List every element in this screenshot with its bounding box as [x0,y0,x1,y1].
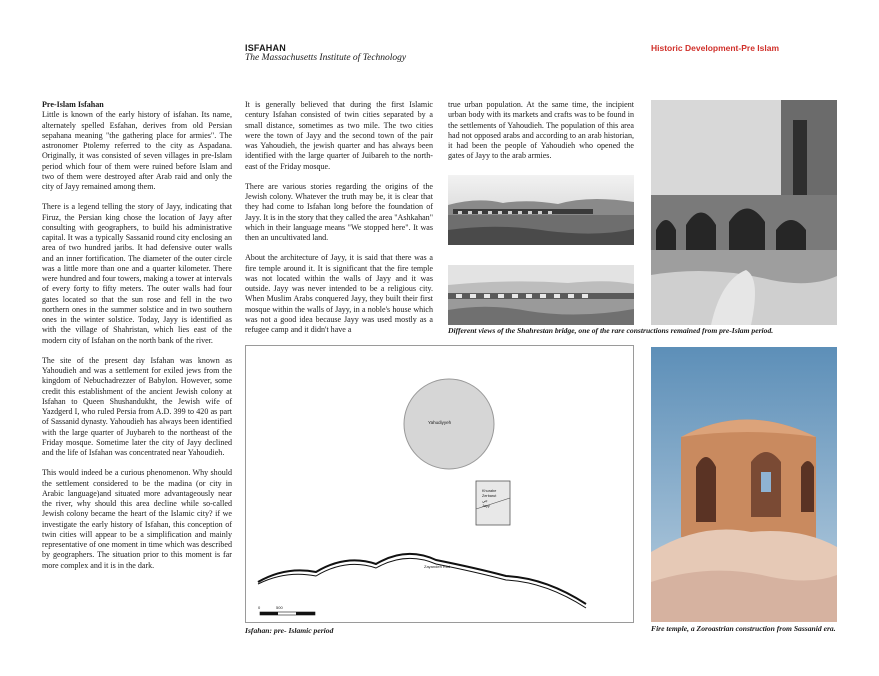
document-title: ISFAHAN [245,43,286,53]
fire-temple-caption: Fire temple, a Zoroastrian construction from Sassanid era. [651,624,836,633]
paragraph: There is a legend telling the story of Jayy, indicating that Firuz, the Persian king chose the location of Jayy after consulting with geographers, to build his administrative capital. It was a typically Sassanid round city enclosing an area of two hundred jaribs. It had defensive outer walls and an inner fortification. The diameter of the outer circle was a little more than one and a quarter kilometer. There were hundred and four towers, making a tower at intervals of every forty to fifty meters. The outer walls had four gates located so that the sun rose and fell in the two northern ones in the summer solstice and in two southern ones in the winter solstice. Today, Jayy is identified as with the village of Shahristan, which lies east of the modern city of Isfahan on the north bank of the river. [42,202,232,345]
paragraph: This would indeed be a curious phenomenon. Why should the settlement considered to be the madina (or city in Arabic language)and situated more advantageously near the river, why should this area decline while so-called Jewish colony became the heart of the Islamic city? if we investigate the early history of Isfahan, this conception of twin cities will appear to be a simplification and mainly representative of one moment in time which was described by geographers. The situation prior to this moment is far more complex and it is in the dark. [42,468,232,570]
bridge-photo-top [448,175,634,245]
paragraph: There are various stories regarding the origins of the Jewish colony. Whatever the truth may be, it is clear that they had come to Isfahan long before the foundation of Jayy. It is in the story that they called the area "Ashkahan" which in their language means "We stopped here". It was then an uncultivated land. [245,181,433,242]
map-frame [245,345,634,623]
section-title: Historic Development-Pre Islam [651,43,780,53]
paragraph-text: Little is known of the early history of isfahan. Its name, alternately spelled Esfahan, derives from old Persian sepahana meaning "the gathering place for armies". The astronomer Ptolemy referred to the city as Aspadana. Originally, it was consisted of seven villages in pre-Islam period which four of them were ruined before Islam and two of them were destroyed after Arab raid and only the city of Jayy remained among them. [42,110,232,191]
text-column-2 [245,100,433,345]
map-label-yahudiyyeh: Yahudiyyeh [428,420,452,425]
text-column-1 [42,100,232,581]
paragraph: true urban population. At the same time, the incipient urban body with its markets and crafts was to be found in the settlements of Yahoudieh. The population of this area had not opposed arabs and according to an arab historian, it had been the people of Yahoudieh who opened the gates of Jayy to the arab armies. [448,100,634,161]
map-label-jayy-latin: Jayy [482,504,490,508]
bridge-photo-large [651,100,837,325]
map-label-jayy [482,489,508,509]
paragraph [42,100,232,192]
paragraph: It is generally believed that during the first Islamic century Isfahan consisted of twin cities separated by a small distance, sometimes as two mile. The two cities were the town of Jayy and the second town of the pair was Yahoudieh, the jewish quarter and has always been identified with the large quarter of Juibareh to the north-east of the Friday mosque. [245,100,433,171]
section-heading: Pre-Islam Isfahan [42,100,104,109]
fire-temple-photo [651,347,837,622]
map-label-khurabe: Khurabe Zerbarut [482,489,497,498]
map-label-river: Zayandeh Rud [424,564,451,569]
pre-islamic-map [246,346,633,622]
river-line-inner [258,558,586,608]
paragraph: The site of the present day Isfahan was known as Yahoudieh and was a settlement for exiled jews from the kingdom of Nebuchadrezzer of Babylon. However, some credit this establishment of the ancient Jewish colony at Isfahan to Queen Shushandukht, the Jewish wife of Yazdgerd I, who ruled Persia from A.D. 399 to 420 as part of Sassanid dynasty. Yahoudieh has always been identified with the large quarter of Juybareh to the northeast of the Friday mosque. Sometime later the city of Jayy declined and the life of Isfahan was concentrated near Yahoudieh. [42,355,232,457]
map-caption: Isfahan: pre- Islamic period [245,626,334,635]
text-column-3 [448,100,634,172]
bridge-caption: Different views of the Shahrestan bridge, one of the rare constructions remained from pre-Islam period. [448,326,774,335]
scale-label-500: 500 [276,605,283,610]
paragraph: About the architecture of Jayy, it is said that there was a fire temple around it. It is significant that the fire temple was not located within the walls of Jayy and it was outside. Jayy was never intended to be a religious city. When Muslim Arabs conquered Jayy, they built their first mosque within the walls of Jayy, in a noble's house which was not a good idea because Jayy was used mostly as a refugee camp and it didn't have a [245,253,433,334]
scale-label-0: 0 [258,605,261,610]
document-subtitle: The Massachusetts Institute of Technology [245,53,407,63]
bridge-photo-bottom [448,265,634,325]
river-line [258,554,586,604]
scale-bar [260,612,315,615]
map-label-jayy-arabic: جي [482,499,488,503]
